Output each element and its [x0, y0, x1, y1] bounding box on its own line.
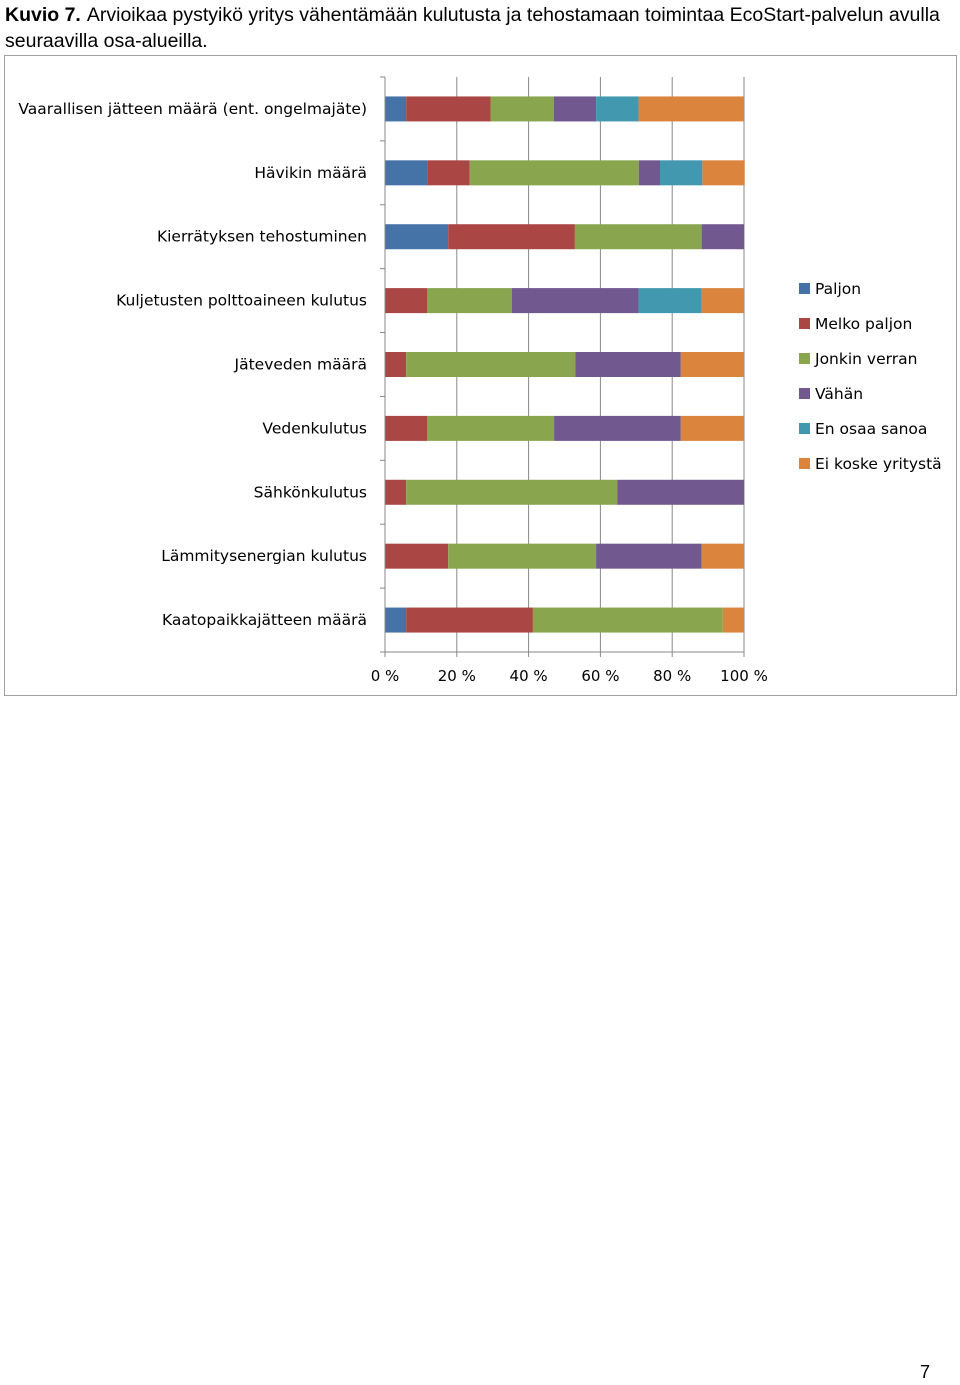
- bar-segment: [512, 288, 639, 313]
- chart-frame: [4, 55, 957, 696]
- bar-segment: [385, 352, 406, 377]
- bar-segment: [702, 160, 744, 185]
- bar-segment: [385, 544, 448, 569]
- bar-segment: [638, 96, 744, 121]
- bar-segment: [638, 288, 701, 313]
- bar-segment: [554, 96, 596, 121]
- bar-segment: [639, 160, 660, 185]
- category-label: Kuljetusten polttoaineen kulutus: [116, 291, 367, 310]
- x-tick-label: 40 %: [509, 667, 548, 685]
- bar-segment: [385, 224, 448, 249]
- bar-segment: [681, 416, 744, 441]
- category-label: Vedenkulutus: [262, 419, 367, 438]
- legend-swatch: [799, 423, 810, 434]
- legend-label: Vähän: [815, 385, 864, 403]
- category-label: Sähkönkulutus: [253, 483, 367, 502]
- x-tick-labels: [371, 667, 768, 685]
- legend-label: Jonkin verran: [815, 350, 918, 368]
- legend: [799, 280, 942, 473]
- bar-segment: [596, 544, 702, 569]
- x-tick-label: 100 %: [720, 667, 768, 685]
- category-label: Jäteveden määrä: [234, 355, 367, 374]
- bar-segment: [406, 480, 617, 505]
- figure-label: Kuvio 7.: [5, 4, 81, 26]
- bar-segment: [702, 288, 744, 313]
- bar-segment: [427, 160, 469, 185]
- bar-segment: [596, 96, 638, 121]
- bar-segment: [681, 352, 744, 377]
- bar-segment: [385, 288, 427, 313]
- bar-segment: [575, 224, 702, 249]
- bar-segment: [448, 544, 596, 569]
- x-tick-label: 80 %: [653, 667, 692, 685]
- bar-segment: [723, 608, 744, 633]
- bar-segment: [385, 416, 427, 441]
- bar-segment: [385, 160, 427, 185]
- x-tick-label: 20 %: [437, 667, 476, 685]
- bar-segment: [470, 160, 639, 185]
- category-label: Hävikin määrä: [254, 163, 367, 182]
- bar-segment: [702, 224, 744, 249]
- bar-segment: [427, 416, 554, 441]
- bar-segment: [406, 352, 575, 377]
- legend-label: Paljon: [815, 280, 862, 298]
- legend-swatch: [799, 458, 810, 469]
- page-number: 7: [919, 1362, 930, 1382]
- bar-segment: [660, 160, 702, 185]
- category-label: Kierrätyksen tehostuminen: [156, 227, 367, 246]
- legend-swatch: [799, 388, 810, 399]
- x-tick-label: 0 %: [370, 667, 400, 685]
- bar-segment: [702, 544, 744, 569]
- legend-label: Ei koske yritystä: [815, 455, 942, 473]
- bar-segment: [406, 608, 533, 633]
- bars: [385, 96, 745, 632]
- figure-caption-text: Arvioikaa pystyikö yritys vähentämään kulutusta ja tehostamaan toimintaa EcoStart-palvelun avulla seuraavilla osa-alueilla.: [5, 4, 940, 52]
- legend-swatch: [799, 318, 810, 329]
- stacked-bar-chart: [5, 56, 955, 694]
- category-label: Vaarallisen jätteen määrä (ent. ongelmajäte): [18, 99, 367, 118]
- category-label: Lämmitysenergian kulutus: [161, 547, 367, 566]
- bar-segment: [385, 96, 406, 121]
- category-label: Kaatopaikkajätteen määrä: [161, 611, 367, 630]
- legend-label: En osaa sanoa: [815, 420, 928, 438]
- legend-swatch: [799, 283, 810, 294]
- bar-segment: [575, 352, 681, 377]
- category-labels: [18, 100, 367, 629]
- bar-segment: [385, 608, 406, 633]
- legend-label: Melko paljon: [815, 315, 913, 333]
- figure-caption: [5, 2, 955, 54]
- bar-segment: [406, 96, 490, 121]
- bar-segment: [448, 224, 575, 249]
- bar-segment: [533, 608, 723, 633]
- legend-swatch: [799, 353, 810, 364]
- bar-segment: [491, 96, 554, 121]
- bar-segment: [617, 480, 744, 505]
- bar-segment: [385, 480, 406, 505]
- x-tick-label: 60 %: [581, 667, 620, 685]
- bar-segment: [554, 416, 681, 441]
- bar-segment: [427, 288, 511, 313]
